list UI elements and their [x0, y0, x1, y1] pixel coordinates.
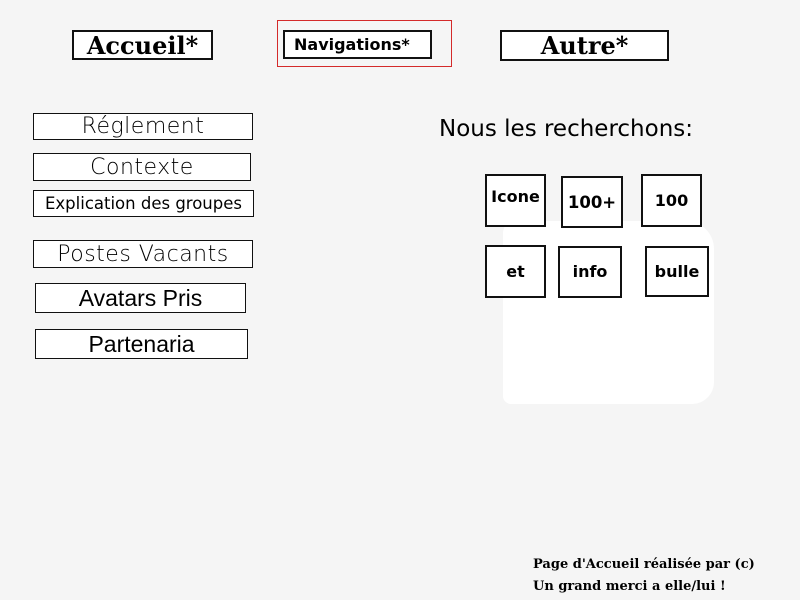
menu-item-reglement[interactable]: Réglement: [33, 113, 253, 140]
menu-item-contexte[interactable]: Contexte: [33, 153, 251, 181]
recruit-tag-bulle[interactable]: bulle: [645, 246, 709, 297]
menu-item-explication-groupes[interactable]: Explication des groupes: [33, 190, 254, 217]
menu-item-avatars-pris[interactable]: Avatars Pris: [35, 283, 246, 313]
menu-item-partenaria[interactable]: Partenaria: [35, 329, 248, 359]
recruit-tag-info[interactable]: info: [558, 246, 622, 298]
footer-credit-line: Page d'Accueil réalisée par (c): [533, 557, 755, 572]
recruitment-heading: Nous les recherchons:: [439, 116, 694, 142]
nav-accueil-button[interactable]: Accueil*: [72, 30, 213, 60]
recruit-tag-100-plus[interactable]: 100+: [561, 176, 623, 228]
recruit-tag-100[interactable]: 100: [641, 174, 702, 227]
footer-thanks-line: Un grand merci a elle/lui !: [533, 579, 726, 594]
menu-item-postes-vacants[interactable]: Postes Vacants: [33, 240, 253, 268]
recruit-tag-et[interactable]: et: [485, 245, 546, 298]
nav-navigations-button[interactable]: Navigations*: [283, 30, 432, 59]
footer-credits: [533, 554, 755, 598]
nav-autre-button[interactable]: Autre*: [500, 30, 669, 61]
recruit-tag-icone[interactable]: Icone: [485, 174, 546, 227]
